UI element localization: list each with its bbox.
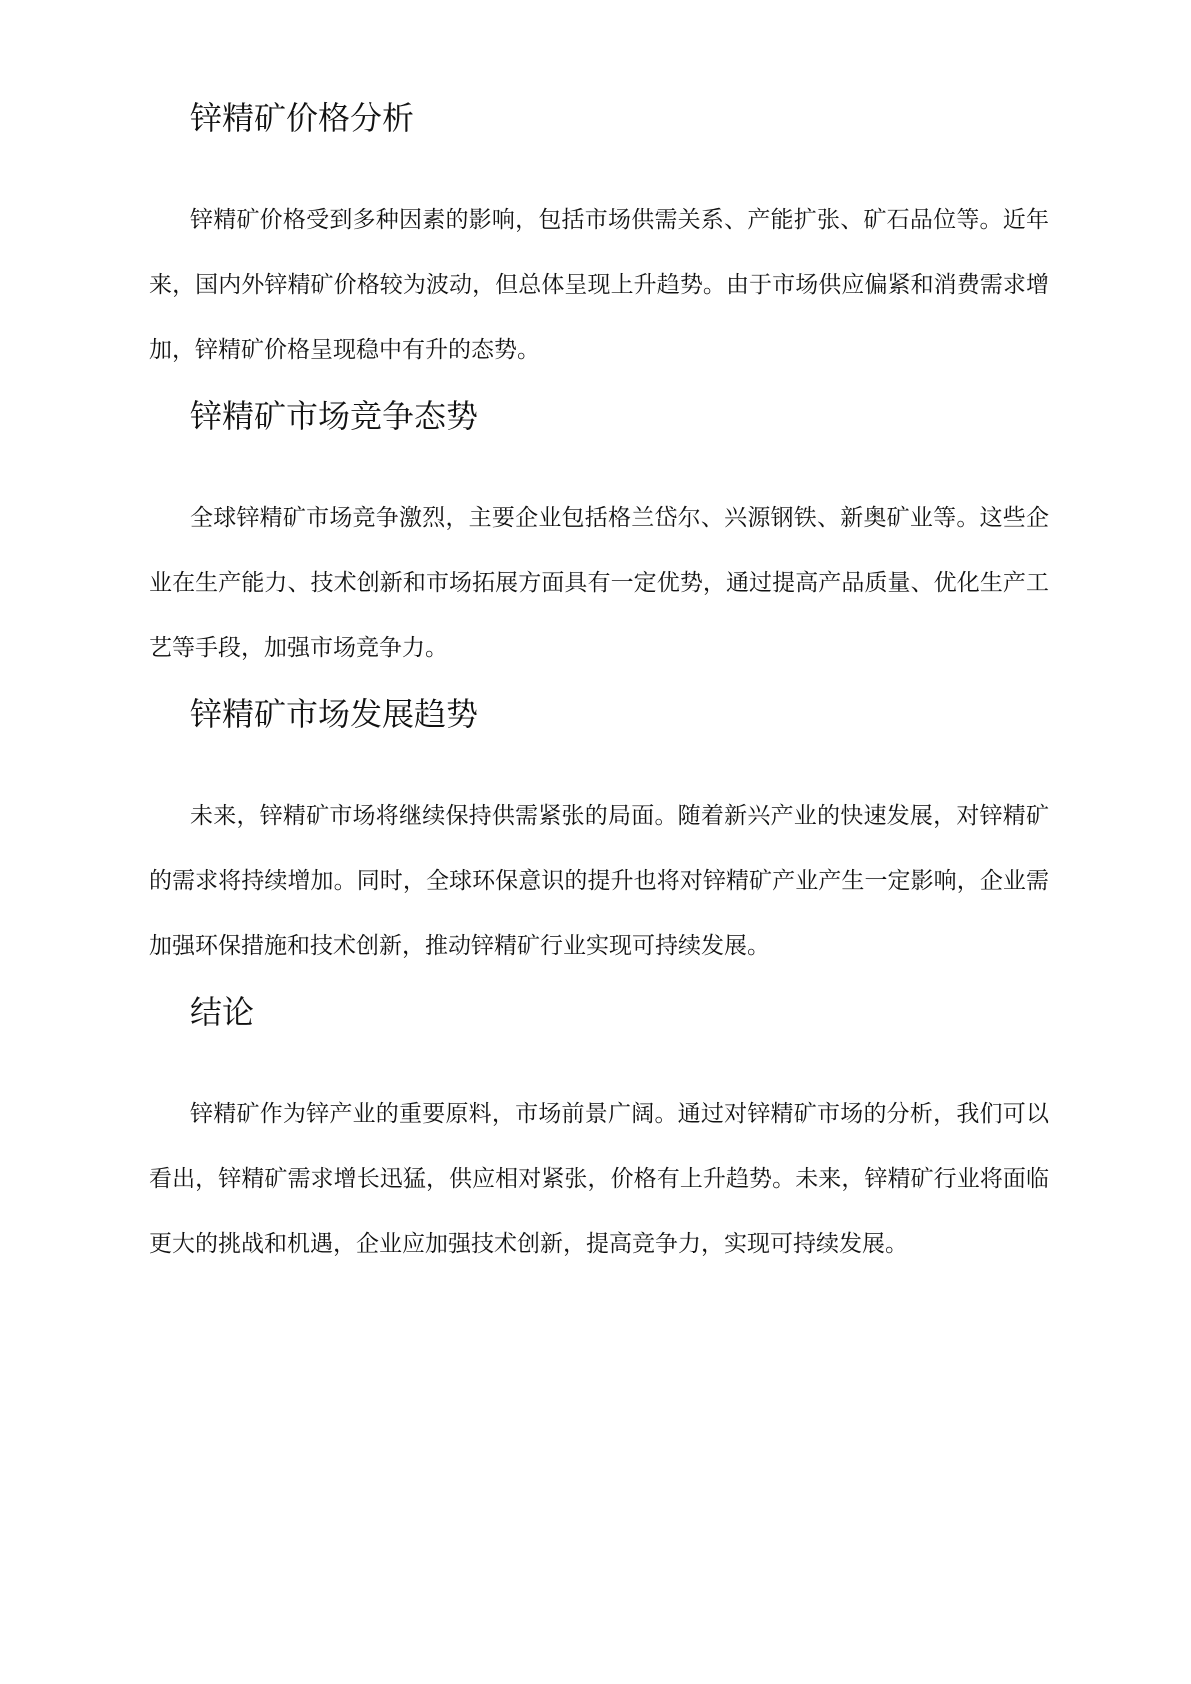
section-paragraph-trends: 未来，锌精矿市场将继续保持供需紧张的局面。随着新兴产业的快速发展，对锌精矿的需求将持续增加。同时，全球环保意识的提升也将对锌精矿产业产生一定影响，企业需加强环保措施和技术创新，推动锌精矿行业实现可持续发展。 bbox=[149, 803, 1049, 959]
section-paragraph-price-analysis: 锌精矿价格受到多种因素的影响，包括市场供需关系、产能扩张、矿石品位等。近年来，国内外锌精矿价格较为波动，但总体呈现上升趋势。由于市场供应偏紧和消费需求增加，锌精矿价格呈现稳中有升的态势。 bbox=[149, 207, 1049, 363]
section-heading-conclusion: 结论 bbox=[190, 993, 255, 1031]
section-heading-trends: 锌精矿市场发展趋势 bbox=[190, 695, 479, 733]
section-heading-price-analysis: 锌精矿价格分析 bbox=[190, 99, 415, 137]
section-paragraph-conclusion: 锌精矿作为锌产业的重要原料，市场前景广阔。通过对锌精矿市场的分析，我们可以看出，锌精矿需求增长迅猛，供应相对紧张，价格有上升趋势。未来，锌精矿行业将面临更大的挑战和机遇，企业应加强技术创新，提高竞争力，实现可持续发展。 bbox=[149, 1101, 1049, 1257]
section-heading-competition: 锌精矿市场竞争态势 bbox=[190, 397, 479, 435]
section-paragraph-competition: 全球锌精矿市场竞争激烈，主要企业包括格兰岱尔、兴源钢铁、新奥矿业等。这些企业在生产能力、技术创新和市场拓展方面具有一定优势，通过提高产品质量、优化生产工艺等手段，加强市场竞争力。 bbox=[149, 505, 1049, 661]
